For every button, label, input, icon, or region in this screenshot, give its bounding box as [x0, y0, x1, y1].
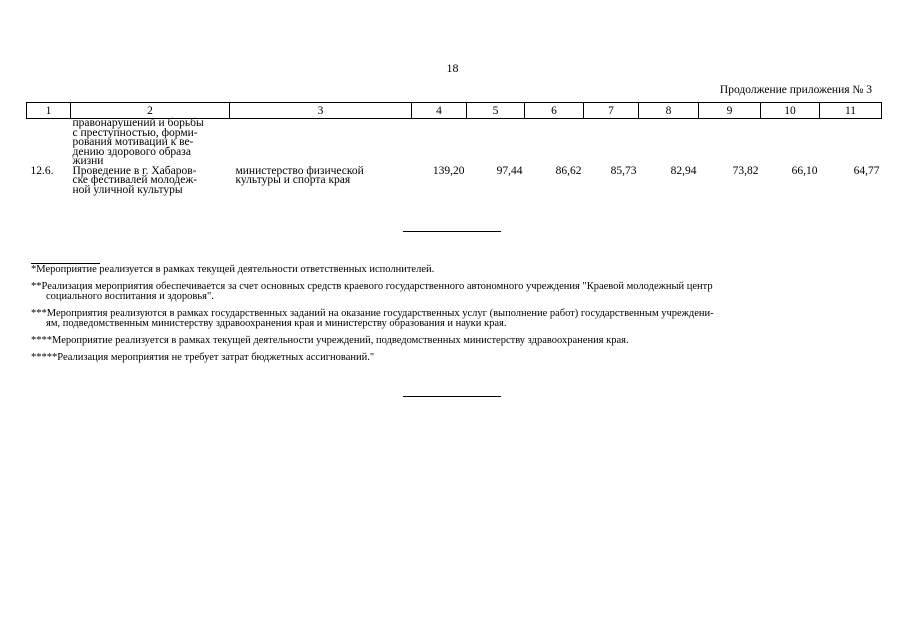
value-cell: 139,20 [432, 164, 465, 177]
event-name [71, 164, 230, 196]
text-line: министерство физической [235, 164, 364, 177]
value-cell: 86,62 [555, 164, 582, 177]
text-line: культуры и спорта края [235, 174, 351, 186]
executor [230, 164, 412, 196]
column-header: 5 [467, 103, 525, 119]
column-header: 6 [525, 103, 584, 119]
text-line: жизни [72, 155, 104, 167]
text-line: ной уличной культуры [72, 183, 183, 196]
value-cell: 82,94 [670, 164, 697, 177]
separator-line [403, 231, 501, 232]
text-line: правонарушений и борьбы [72, 117, 204, 129]
column-header: 4 [412, 103, 467, 119]
footnote-text: ****Мероприятие реализуется в рамках текущей деятельности учреждений, подведомственных министерству здравоохранения края. [31, 335, 629, 346]
footnote-text: *****Реализация мероприятия не требует затрат бюджетных ассигнований." [31, 352, 375, 363]
footnote [31, 309, 879, 329]
row-number: 12.6. [30, 164, 54, 177]
column-header: 9 [699, 103, 761, 119]
value-cell: 73,82 [732, 164, 759, 177]
text-line: Проведение в г. Хабаров- [72, 164, 197, 177]
value-cell: 97,44 [496, 164, 523, 177]
column-header: 7 [584, 103, 639, 119]
value-cell: 85,73 [610, 164, 637, 177]
data-table [26, 102, 882, 195]
footnote [31, 336, 879, 346]
column-header: 11 [820, 103, 882, 119]
table-row-continuation [27, 119, 882, 167]
text-line: ске фестивалей молодеж- [72, 174, 198, 186]
continued-event-text [71, 119, 230, 167]
text-line: рования мотивации к ве- [72, 136, 194, 148]
footnotes [31, 265, 879, 370]
footnote-text: ***Мероприятия реализуются в рамках государственных заданий на оказание государственных услуг (выполнение работ) государственным учреждени- [31, 308, 714, 319]
column-header: 2 [71, 103, 230, 119]
footnote-continuation: социального воспитания и здоровья". [46, 291, 214, 302]
text-line: дению здорового образа [72, 145, 191, 158]
value-cell: 66,10 [791, 164, 818, 177]
column-header: 3 [230, 103, 412, 119]
text-line: с преступностью, форми- [72, 126, 198, 139]
column-header: 8 [639, 103, 699, 119]
value-cell: 64,77 [853, 164, 880, 177]
column-header: 10 [761, 103, 820, 119]
footnote [31, 265, 879, 275]
footnote [31, 282, 879, 302]
footnote [31, 353, 879, 363]
continuation-label: Продолжение приложения № 3 [719, 84, 872, 96]
footnote-text: *Мероприятие реализуется в рамках текущей деятельности ответственных исполнителей. [31, 264, 435, 275]
separator-line [403, 396, 501, 397]
column-header: 1 [27, 103, 71, 119]
footnote-continuation: ям, подведомственным министерству здравоохранения края и министерству образования и науки края. [46, 318, 507, 329]
footnote-text: **Реализация мероприятия обеспечивается за счет основных средств краевого государственного автономного учреждения "Краевой молодежный центр [31, 281, 713, 292]
page-number: 18 [446, 61, 459, 75]
table-row [27, 167, 882, 196]
